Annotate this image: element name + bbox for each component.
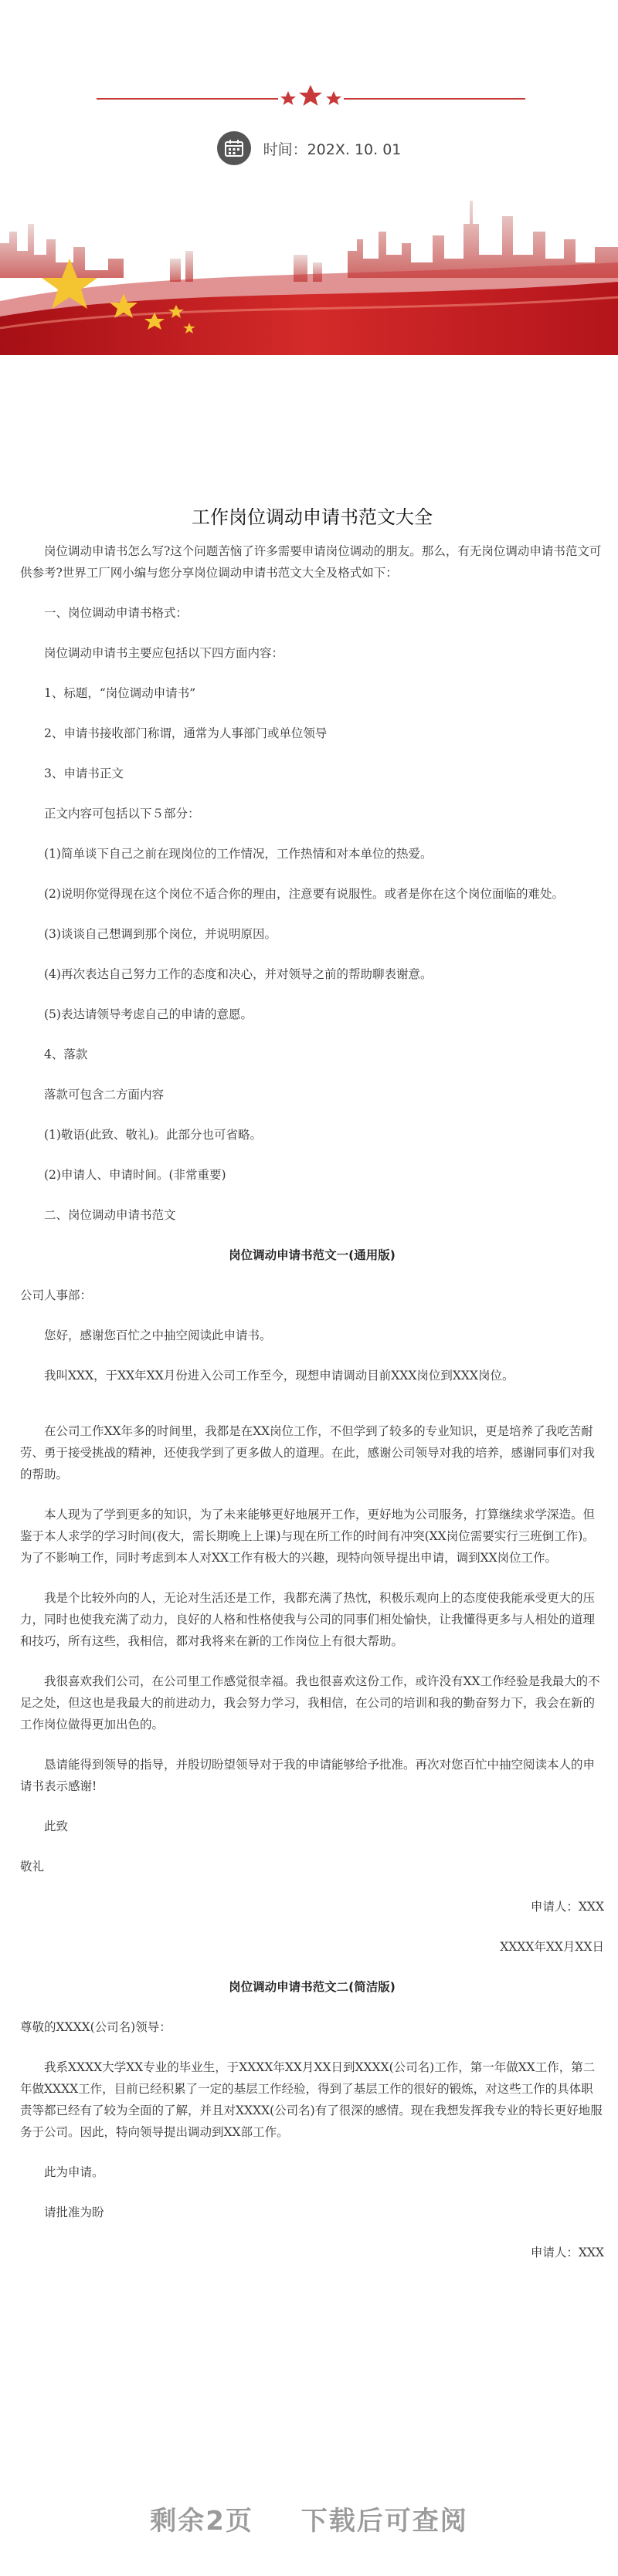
time-label: 时间：202X. 10. 01 <box>263 140 402 158</box>
header-line-right <box>344 98 525 100</box>
paragraph: 请批准为盼 <box>44 2205 104 2219</box>
list-item: 1、标题，“岗位调动申请书” <box>44 686 196 700</box>
example-title: 岗位调动申请书范文二(简洁版) <box>229 1980 396 1994</box>
download-link[interactable]: 下载后可查阅 <box>301 2506 468 2537</box>
list-item: 4、落款 <box>44 1048 88 1061</box>
paragraph: 正文内容可包括以下５部分： <box>44 807 200 821</box>
list-item: 3、申请书正文 <box>44 767 124 780</box>
paragraph: 我系XXXX大学XX专业的毕业生，于XXXX年XX月XX日到XXXX(公司名)工作，第一年做XX工作，第二年做XXXX工作，目前已经积累了一定的基层工作经验，得到了基层工作的很好的锻炼，对这些工作的具体职责等都已经有了较为全面的了解，并且对XXXX(公司名)有了很深的感情。现在我想发挥我专业的特长更好地服务于公司。因此，特向领导提出调动到XX部工作。 <box>20 2060 603 2139</box>
list-item: (4)再次表达自己努力工作的态度和决心，并对领导之前的帮助聊表谢意。 <box>44 967 433 981</box>
closing: 敬礼 <box>20 1860 45 1874</box>
paragraph: 岗位调动申请书主要应包括以下四方面内容： <box>44 646 284 660</box>
paragraph: 我叫XXX，于XX年XX月份进入公司工作至今，现想申请调动目前XXX岗位到XXX岗位。 <box>44 1369 514 1383</box>
section-heading: 一、岗位调动申请书格式： <box>44 606 188 620</box>
calendar-icon <box>217 131 251 165</box>
paragraph: 恳请能得到领导的指导，并殷切盼望领导对于我的申请能够给予批准。再次对您百忙中抽空阅读本人的申请书表示感谢! <box>20 1758 596 1793</box>
star-icon-group <box>274 83 348 114</box>
salutation: 公司人事部： <box>20 1288 93 1302</box>
header-line-left <box>97 98 278 100</box>
salutation: 尊敬的XXXX(公司名)领导： <box>20 2020 171 2034</box>
star-icon <box>299 85 322 106</box>
header-banner <box>0 185 618 355</box>
example-title: 岗位调动申请书范文一(通用版) <box>229 1248 396 1262</box>
download-prompt[interactable] <box>0 2500 618 2537</box>
list-item: (1)敬语(此致、敬礼)。此部分也可省略。 <box>44 1128 263 1142</box>
applicant: 申请人：XXX <box>530 1900 604 1914</box>
paragraph: 本人现为了学到更多的知识，为了未来能够更好地展开工作，更好地为公司服务，打算继续求学深造。但鉴于本人求学的学习时间(夜大，需长期晚上上课)与现在所工作的时间有冲突(XX岗位需要实行三班倒工作)。为了不影响工作，同时考虑到本人对XX工作有极大的兴趣，现特向领导提出申请，调到XX岗位工作。 <box>20 1508 596 1565</box>
paragraph: 在公司工作XX年多的时间里，我都是在XX岗位工作，不但学到了较多的专业知识，更是培养了我吃苦耐劳、勇于接受挑战的精神，还使我学到了更多做人的道理。在此，感谢公司领导对我的培养，感谢同事们对我的帮助。 <box>20 1424 596 1481</box>
page-title: 工作岗位调动申请书范文大全 <box>192 506 433 528</box>
list-item: 2、申请书接收部门称谓，通常为人事部门或单位领导 <box>44 726 328 740</box>
closing: 此致 <box>44 1819 69 1833</box>
paragraph: 落款可包含二方面内容 <box>44 1088 165 1102</box>
paragraph: 您好，感谢您百忙之中抽空阅读此申请书。 <box>44 1329 272 1342</box>
paragraph: 我很喜欢我们公司，在公司里工作感觉很幸福。我也很喜欢这份工作，或许没有XX工作经验是我最大的不足之处，但这也是我最大的前进动力，我会努力学习，我相信，在公司的培训和我的勤奋努力下，我会在新的工作岗位做得更加出色的。 <box>20 1674 600 1731</box>
intro-paragraph: 岗位调动申请书怎么写?这个问题苦恼了许多需要申请岗位调动的朋友。那么，有无岗位调动申请书范文可供参考?世界工厂网小编与您分享岗位调动申请书范文大全及格式如下： <box>20 544 602 580</box>
list-item: (3)谈谈自己想调到那个岗位，并说明原因。 <box>44 927 277 941</box>
remaining-pages: 剩余2页 <box>150 2506 253 2537</box>
paragraph: 我是个比较外向的人，无论对生活还是工作，我都充满了热忱，积极乐观向上的态度使我能承受更大的压力，同时也使我充满了动力，良好的人格和性格使我与公司的同事们相处愉快，让我懂得更多与人相处的道理和技巧，所有这些，我相信，都对我将来在新的工作岗位上有很大帮助。 <box>20 1591 596 1648</box>
list-item: (1)简单谈下自己之前在现岗位的工作情况，工作热情和对本单位的热爱。 <box>44 847 433 861</box>
paragraph: 此为申请。 <box>44 2165 104 2179</box>
star-icon <box>280 91 296 105</box>
list-item: (2)申请人、申请时间。(非常重要) <box>44 1168 226 1182</box>
list-item: (2)说明你觉得现在这个岗位不适合你的理由，注意要有说服性。或者是你在这个岗位面临的难处。 <box>44 887 564 901</box>
publish-time <box>0 131 618 165</box>
star-icon <box>326 91 341 105</box>
date: XXXX年XX月XX日 <box>500 1940 604 1954</box>
applicant: 申请人：XXX <box>530 2246 604 2260</box>
list-item: (5)表达请领导考虑自己的申请的意愿。 <box>44 1007 253 1021</box>
section-heading: 二、岗位调动申请书范文 <box>44 1208 176 1222</box>
document-body <box>20 502 604 2282</box>
